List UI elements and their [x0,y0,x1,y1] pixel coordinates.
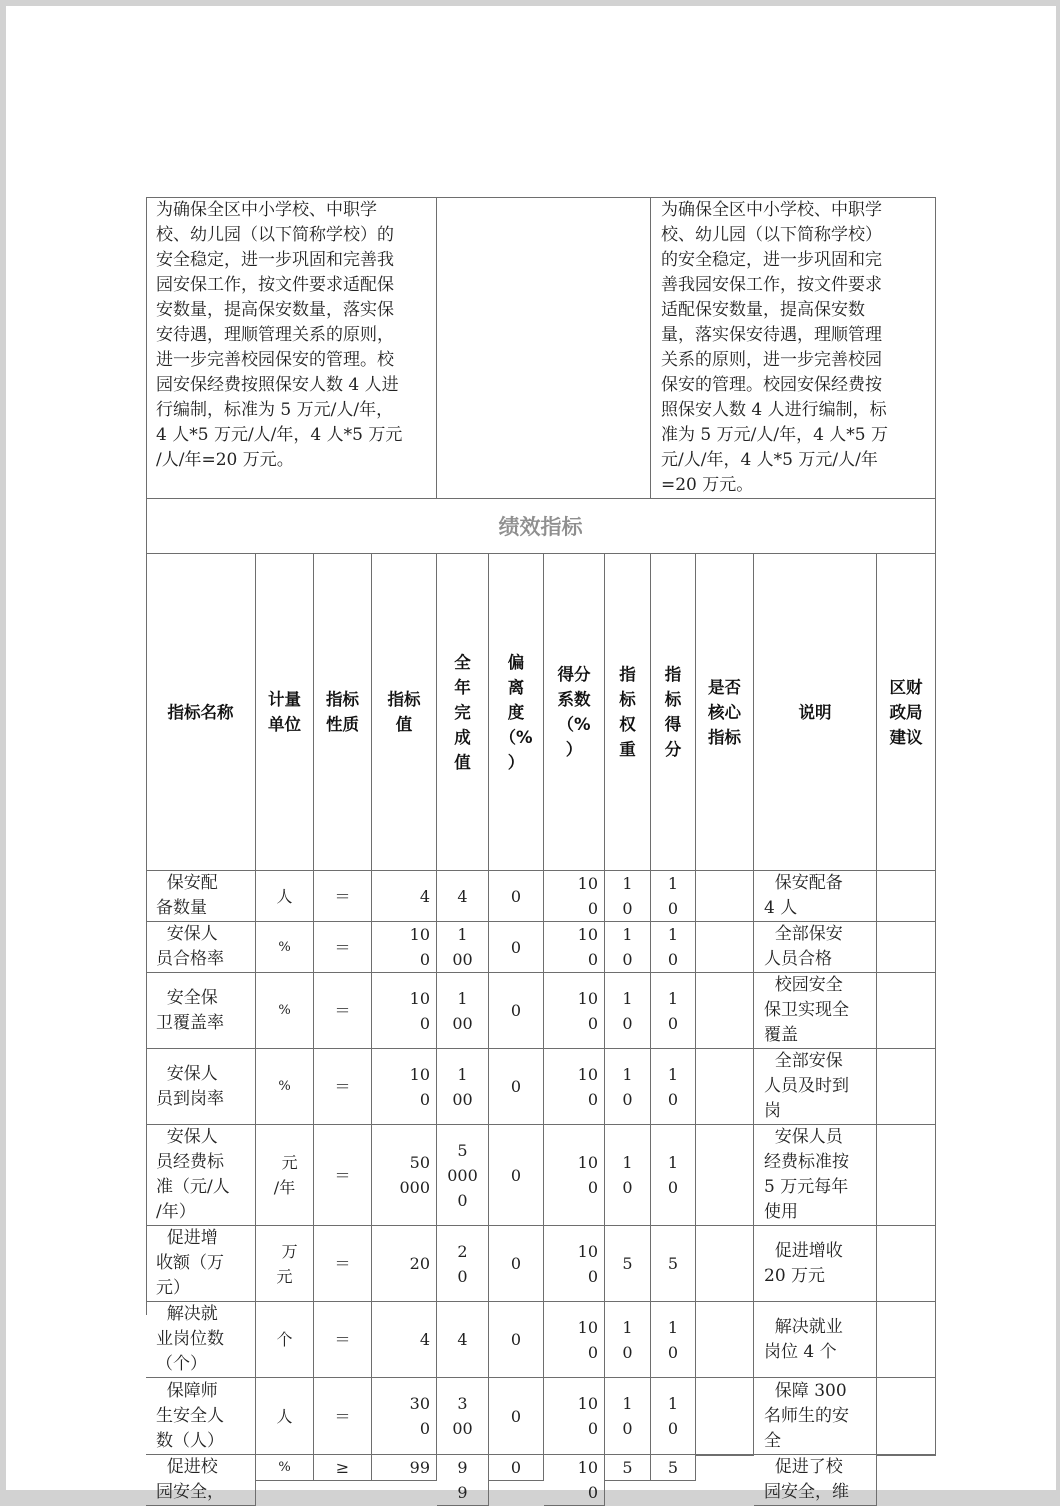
row-5-unit: 元 /年 [256,1125,314,1226]
row-3-deviation: 0 [489,973,544,1049]
row-8-weight: 1 0 [605,1378,651,1455]
header-unit: 计量 单位 [256,554,314,871]
row-9-indicator-name: 促进校 园安全， [146,1455,256,1506]
document-page [6,6,1056,1502]
row-9-nature: ≥ [314,1455,372,1481]
row-5-score-coefficient: 10 0 [544,1125,605,1226]
row-4-target-value: 10 0 [372,1049,437,1125]
row-8-indicator-name: 保障师 生安全人 数（人） [146,1378,256,1455]
intro-middle-text [437,197,651,499]
row-5-deviation: 0 [489,1125,544,1226]
row-3-actual-value: 1 00 [437,973,489,1049]
row-2-core-flag [696,922,754,973]
header-weight: 指 标 权 重 [605,554,651,871]
row-8-score-coefficient: 10 0 [544,1378,605,1455]
row-4-unit: % [256,1049,314,1125]
header-description: 说明 [754,554,877,871]
row-3-weight: 1 0 [605,973,651,1049]
row-7-nature: ＝ [314,1302,372,1378]
row-3-indicator-name: 安全保 卫覆盖率 [146,973,256,1049]
row-1-core-flag [696,871,754,922]
row-3-score-coefficient: 10 0 [544,973,605,1049]
row-7-indicator-name: 解决就 业岗位数 （个） [146,1302,256,1378]
row-3-core-flag [696,973,754,1049]
row-2-finance-advice [877,922,936,973]
intro-right-text: 为确保全区中小学校、中职学 校、幼儿园（以下简称学校） 的安全稳定，进一步巩固和完 善我园安保工作，按文件要求 适配保安数量，提高保安数 量，落实保安待遇，理顺管理 关系的原则，进一步完善校园 保安的管理。校园安保经费按 照保安人数 4 人进行编制，标 准为 5 万元/人/年，4 人*5 万 元/人/年，4 人*5 万元/人/年 =20 万元。 [651,197,936,499]
header-indicator-name: 指标名称 [146,554,256,871]
row-1-deviation: 0 [489,871,544,922]
row-7-score-coefficient: 10 0 [544,1302,605,1378]
intro-left-text: 为确保全区中小学校、中职学 校、幼儿园（以下简称学校）的 安全稳定，进一步巩固和完善我 园安保工作，按文件要求适配保 安数量，提高保安数量，落实保 安待遇，理顺管理关系的原则， 进一步完善校园保安的管理。校 园安保经费按照保安人数 4 人进 行编制，标准为 5 万元/人/年， 4 人*5 万元/人/年，4 人*5 万元 /人/年=20 万元。 [146,197,437,499]
row-6-nature: ＝ [314,1226,372,1302]
row-3-nature: ＝ [314,973,372,1049]
row-1-description: 保安配备 4 人 [754,871,877,922]
row-6-description: 促进增收 20 万元 [754,1226,877,1302]
row-6-deviation: 0 [489,1226,544,1302]
row-8-actual-value: 3 00 [437,1378,489,1455]
header-target-value: 指标 值 [372,554,437,871]
header-finance-advice: 区财 政局 建议 [877,554,936,871]
row-9-finance-advice [877,1455,936,1456]
row-9-actual-value: 9 9 [437,1455,489,1506]
row-8-nature: ＝ [314,1378,372,1455]
row-2-description: 全部保安 人员合格 [754,922,877,973]
row-4-weight: 1 0 [605,1049,651,1125]
row-5-target-value: 50 000 [372,1125,437,1226]
row-9-core-flag [696,1455,754,1456]
row-5-description: 安保人员 经费标准按 5 万元每年 使用 [754,1125,877,1226]
row-7-deviation: 0 [489,1302,544,1378]
row-6-indicator-name: 促进增 收额（万 元） [146,1226,256,1302]
row-9-unit: % [256,1455,314,1481]
row-4-nature: ＝ [314,1049,372,1125]
row-9-target-value: 99 [372,1455,437,1481]
row-7-core-flag [696,1302,754,1378]
row-9-deviation: 0 [489,1455,544,1481]
row-2-target-value: 10 0 [372,922,437,973]
row-1-score-coefficient: 10 0 [544,871,605,922]
row-8-score: 1 0 [651,1378,696,1455]
row-7-score: 1 0 [651,1302,696,1378]
row-4-deviation: 0 [489,1049,544,1125]
row-3-target-value: 10 0 [372,973,437,1049]
row-2-unit: % [256,922,314,973]
performance-table [146,197,936,1502]
row-5-score: 1 0 [651,1125,696,1226]
row-4-score-coefficient: 10 0 [544,1049,605,1125]
row-7-finance-advice [877,1302,936,1378]
row-8-deviation: 0 [489,1378,544,1455]
row-4-finance-advice [877,1049,936,1125]
row-6-score: 5 [651,1226,696,1302]
row-2-deviation: 0 [489,922,544,973]
row-4-score: 1 0 [651,1049,696,1125]
header-nature: 指标 性质 [314,554,372,871]
row-6-target-value: 20 [372,1226,437,1302]
row-8-finance-advice [877,1378,936,1455]
row-8-unit: 人 [256,1378,314,1455]
header-deviation: 偏 离 度 （% ） [489,554,544,871]
row-1-weight: 1 0 [605,871,651,922]
row-3-description: 校园安全 保卫实现全 覆盖 [754,973,877,1049]
row-6-finance-advice [877,1226,936,1302]
row-6-actual-value: 2 0 [437,1226,489,1302]
row-2-score: 1 0 [651,922,696,973]
row-5-weight: 1 0 [605,1125,651,1226]
row-6-unit: 万 元 [256,1226,314,1302]
row-1-nature: ＝ [314,871,372,922]
row-2-indicator-name: 安保人 员合格率 [146,922,256,973]
row-2-nature: ＝ [314,922,372,973]
row-7-actual-value: 4 [437,1302,489,1378]
header-score: 指 标 得 分 [651,554,696,871]
row-7-description: 解决就业 岗位 4 个 [754,1302,877,1378]
header-actual-value: 全 年 完 成 值 [437,554,489,871]
row-7-weight: 1 0 [605,1302,651,1378]
row-1-score: 1 0 [651,871,696,922]
row-9-weight: 5 [605,1455,651,1481]
row-6-core-flag [696,1226,754,1302]
row-6-weight: 5 [605,1226,651,1302]
row-2-weight: 1 0 [605,922,651,973]
row-5-nature: ＝ [314,1125,372,1226]
row-1-unit: 人 [256,871,314,922]
row-5-indicator-name: 安保人 员经费标 准（元/人 /年） [146,1125,256,1226]
row-3-unit: % [256,973,314,1049]
section-title: 绩效指标 [146,499,936,554]
row-5-core-flag [696,1125,754,1226]
row-8-description: 保障 300 名师生的安 全 [754,1378,877,1455]
row-7-unit: 个 [256,1302,314,1378]
row-1-finance-advice [877,871,936,922]
row-9-score-coefficient: 10 0 [544,1455,605,1506]
row-4-actual-value: 1 00 [437,1049,489,1125]
row-2-actual-value: 1 00 [437,922,489,973]
row-9-description: 促进了校 园安全，维 [754,1455,877,1506]
row-1-target-value: 4 [372,871,437,922]
row-8-core-flag [696,1378,754,1455]
row-3-finance-advice [877,973,936,1049]
header-core-flag: 是否 核心 指标 [696,554,754,871]
row-1-indicator-name: 保安配 备数量 [146,871,256,922]
row-2-score-coefficient: 10 0 [544,922,605,973]
row-4-indicator-name: 安保人 员到岗率 [146,1049,256,1125]
header-score-coefficient: 得分 系数 （% ） [544,554,605,871]
row-8-target-value: 30 0 [372,1378,437,1455]
row-3-score: 1 0 [651,973,696,1049]
row-4-description: 全部安保 人员及时到 岗 [754,1049,877,1125]
row-5-finance-advice [877,1125,936,1226]
row-6-score-coefficient: 10 0 [544,1226,605,1302]
row-5-actual-value: 5 000 0 [437,1125,489,1226]
row-9-score: 5 [651,1455,696,1481]
row-1-actual-value: 4 [437,871,489,922]
row-4-core-flag [696,1049,754,1125]
row-7-target-value: 4 [372,1302,437,1378]
